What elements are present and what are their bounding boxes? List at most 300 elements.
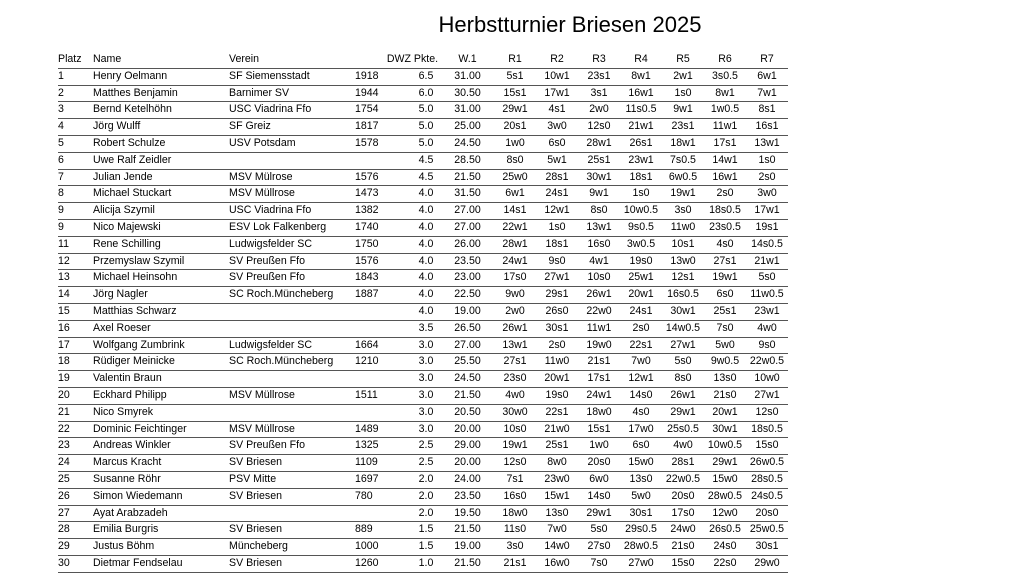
cell-platz: 27 — [58, 505, 93, 522]
cell-dwz: 1325 — [355, 438, 411, 455]
cell-r5: 24w0 — [662, 522, 704, 539]
cell-r4: 20w1 — [620, 287, 662, 304]
cell-verein: MSV Mülrose — [229, 169, 355, 186]
cell-r5: 10s1 — [662, 236, 704, 253]
cell-w1: 21.50 — [441, 169, 494, 186]
cell-r6: 10w0.5 — [704, 438, 746, 455]
cell-r4: 7w0 — [620, 354, 662, 371]
table-row — [58, 387, 788, 404]
table-row — [58, 404, 788, 421]
cell-pkte: 5.0 — [411, 102, 441, 119]
cell-r3: 29w1 — [578, 505, 620, 522]
cell-name: Uwe Ralf Zeidler — [93, 152, 229, 169]
cell-pkte: 2.5 — [411, 455, 441, 472]
cell-r4: 14s0 — [620, 387, 662, 404]
cell-dwz: 1382 — [355, 203, 411, 220]
cell-platz: 22 — [58, 421, 93, 438]
cell-r5: 2w1 — [662, 68, 704, 85]
cell-r7: 22w0.5 — [746, 354, 788, 371]
cell-r7: 19s1 — [746, 219, 788, 236]
cell-w1: 21.50 — [441, 522, 494, 539]
cell-dwz: 780 — [355, 488, 411, 505]
cell-r5: 18w1 — [662, 135, 704, 152]
cell-r2: 11w0 — [536, 354, 578, 371]
cell-r7: 16s1 — [746, 119, 788, 136]
cell-w1: 21.50 — [441, 555, 494, 572]
cell-dwz — [355, 371, 411, 388]
cell-r1: 12s0 — [494, 455, 536, 472]
cell-r1: 18w0 — [494, 505, 536, 522]
cell-verein: USC Viadrina Ffo — [229, 102, 355, 119]
cell-r6: 8w1 — [704, 85, 746, 102]
column-header-platz: Platz — [58, 52, 93, 68]
cell-r7: 2s0 — [746, 169, 788, 186]
cell-name: Przemyslaw Szymil — [93, 253, 229, 270]
cell-verein: SV Briesen — [229, 488, 355, 505]
cell-pkte: 4.0 — [411, 270, 441, 287]
cell-verein: MSV Müllrose — [229, 186, 355, 203]
cell-verein — [229, 303, 355, 320]
header-row — [58, 52, 788, 68]
cell-platz: 28 — [58, 522, 93, 539]
column-header-verein: Verein — [229, 52, 355, 68]
cell-r1: 23s0 — [494, 371, 536, 388]
cell-r4: 8w1 — [620, 68, 662, 85]
cell-w1: 27.00 — [441, 337, 494, 354]
cell-verein — [229, 152, 355, 169]
cell-r6: 3s0.5 — [704, 68, 746, 85]
cell-platz: 1 — [58, 68, 93, 85]
cell-pkte: 2.0 — [411, 505, 441, 522]
cell-r4: 16w1 — [620, 85, 662, 102]
cell-w1: 20.50 — [441, 404, 494, 421]
cell-dwz: 1740 — [355, 219, 411, 236]
cell-r5: 12s1 — [662, 270, 704, 287]
cell-name: Axel Roeser — [93, 320, 229, 337]
cell-r1: 11s0 — [494, 522, 536, 539]
cell-r3: 19w0 — [578, 337, 620, 354]
cell-verein: USC Viadrina Ffo — [229, 203, 355, 220]
cell-platz: 7 — [58, 169, 93, 186]
cell-r2: 19s0 — [536, 387, 578, 404]
cell-r3: 1w0 — [578, 438, 620, 455]
cell-r6: 14w1 — [704, 152, 746, 169]
cell-r6: 11w1 — [704, 119, 746, 136]
cell-r6: 22s0 — [704, 555, 746, 572]
cell-platz: 13 — [58, 270, 93, 287]
cell-verein: SV Briesen — [229, 522, 355, 539]
cell-r1: 27s1 — [494, 354, 536, 371]
cell-r7: 7w1 — [746, 85, 788, 102]
cell-r6: 27s1 — [704, 253, 746, 270]
cell-verein: Ludwigsfelder SC — [229, 236, 355, 253]
cell-platz: 21 — [58, 404, 93, 421]
cell-r7: 4w0 — [746, 320, 788, 337]
cell-verein: Ludwigsfelder SC — [229, 337, 355, 354]
cell-r6: 25s1 — [704, 303, 746, 320]
cell-r5: 11w0 — [662, 219, 704, 236]
cell-dwz: 1260 — [355, 555, 411, 572]
cell-pkte: 5.0 — [411, 135, 441, 152]
cell-r7: 6w1 — [746, 68, 788, 85]
column-header-w1: W.1 — [441, 52, 494, 68]
cell-w1: 28.50 — [441, 152, 494, 169]
cell-r3: 28w1 — [578, 135, 620, 152]
cell-r2: 25s1 — [536, 438, 578, 455]
cell-r6: 9w0.5 — [704, 354, 746, 371]
cell-pkte: 4.0 — [411, 303, 441, 320]
cell-r2: 10w1 — [536, 68, 578, 85]
cell-r4: 12w1 — [620, 371, 662, 388]
cell-r2: 3w0 — [536, 119, 578, 136]
cell-dwz: 1576 — [355, 169, 411, 186]
cell-r7: 5s0 — [746, 270, 788, 287]
cell-r2: 24s1 — [536, 186, 578, 203]
table-row — [58, 555, 788, 572]
cell-r1: 14s1 — [494, 203, 536, 220]
cell-verein: MSV Müllrose — [229, 421, 355, 438]
cell-r4: 23w1 — [620, 152, 662, 169]
cell-r6: 5w0 — [704, 337, 746, 354]
cell-w1: 31.00 — [441, 68, 494, 85]
cell-platz: 12 — [58, 253, 93, 270]
cell-r4: 3w0.5 — [620, 236, 662, 253]
cell-r1: 1w0 — [494, 135, 536, 152]
cell-r1: 10s0 — [494, 421, 536, 438]
cell-w1: 19.00 — [441, 539, 494, 556]
cell-verein: ESV Lok Falkenberg — [229, 219, 355, 236]
cell-name: Henry Oelmann — [93, 68, 229, 85]
cell-r5: 16s0.5 — [662, 287, 704, 304]
table-row — [58, 169, 788, 186]
cell-platz: 8 — [58, 186, 93, 203]
cell-r4: 1s0 — [620, 186, 662, 203]
cell-platz: 24 — [58, 455, 93, 472]
cell-r6: 29w1 — [704, 455, 746, 472]
cell-name: Matthias Schwarz — [93, 303, 229, 320]
table-row — [58, 135, 788, 152]
cell-r3: 18w0 — [578, 404, 620, 421]
cell-r3: 8s0 — [578, 203, 620, 220]
cell-name: Dietmar Fendselau — [93, 555, 229, 572]
cell-r2: 21w0 — [536, 421, 578, 438]
cell-verein: USV Potsdam — [229, 135, 355, 152]
cell-dwz: 1473 — [355, 186, 411, 203]
cell-r4: 10w0.5 — [620, 203, 662, 220]
cell-name: Dominic Feichtinger — [93, 421, 229, 438]
cell-platz: 26 — [58, 488, 93, 505]
cell-r7: 28s0.5 — [746, 471, 788, 488]
cell-r3: 17s1 — [578, 371, 620, 388]
cell-r2: 13s0 — [536, 505, 578, 522]
cell-w1: 29.00 — [441, 438, 494, 455]
cell-pkte: 1.5 — [411, 539, 441, 556]
cell-name: Emilia Burgris — [93, 522, 229, 539]
standings-table — [58, 52, 788, 573]
cell-verein: SV Preußen Ffo — [229, 270, 355, 287]
cell-pkte: 4.0 — [411, 186, 441, 203]
cell-r2: 20w1 — [536, 371, 578, 388]
cell-r3: 6w0 — [578, 471, 620, 488]
cell-dwz: 1000 — [355, 539, 411, 556]
cell-r4: 19s0 — [620, 253, 662, 270]
cell-dwz: 1576 — [355, 253, 411, 270]
cell-r3: 14s0 — [578, 488, 620, 505]
cell-r2: 8w0 — [536, 455, 578, 472]
cell-pkte: 3.0 — [411, 354, 441, 371]
cell-r7: 20s0 — [746, 505, 788, 522]
cell-pkte: 4.0 — [411, 236, 441, 253]
cell-dwz: 1887 — [355, 287, 411, 304]
cell-r7: 1s0 — [746, 152, 788, 169]
cell-r3: 21s1 — [578, 354, 620, 371]
cell-r4: 25w1 — [620, 270, 662, 287]
table-row — [58, 438, 788, 455]
cell-r2: 12w1 — [536, 203, 578, 220]
cell-w1: 24.50 — [441, 135, 494, 152]
cell-r1: 29w1 — [494, 102, 536, 119]
cell-w1: 27.00 — [441, 203, 494, 220]
cell-r2: 6s0 — [536, 135, 578, 152]
cell-r3: 15s1 — [578, 421, 620, 438]
cell-dwz — [355, 404, 411, 421]
column-header-r1: R1 — [494, 52, 536, 68]
cell-pkte: 6.0 — [411, 85, 441, 102]
table-row — [58, 539, 788, 556]
cell-r6: 15w0 — [704, 471, 746, 488]
cell-r4: 27w0 — [620, 555, 662, 572]
table-row — [58, 236, 788, 253]
cell-dwz: 889 — [355, 522, 411, 539]
cell-r3: 2w0 — [578, 102, 620, 119]
cell-dwz: 1109 — [355, 455, 411, 472]
cell-r7: 12s0 — [746, 404, 788, 421]
cell-dwz: 1754 — [355, 102, 411, 119]
cell-platz: 11 — [58, 236, 93, 253]
cell-platz: 25 — [58, 471, 93, 488]
cell-r7: 13w1 — [746, 135, 788, 152]
table-row — [58, 219, 788, 236]
cell-pkte: 5.0 — [411, 119, 441, 136]
cell-r7: 30s1 — [746, 539, 788, 556]
cell-r5: 26w1 — [662, 387, 704, 404]
table-row — [58, 354, 788, 371]
cell-dwz — [355, 303, 411, 320]
cell-r7: 29w0 — [746, 555, 788, 572]
cell-r4: 4s0 — [620, 404, 662, 421]
cell-r6: 7s0 — [704, 320, 746, 337]
cell-pkte: 1.0 — [411, 555, 441, 572]
cell-pkte: 4.0 — [411, 253, 441, 270]
table-row — [58, 488, 788, 505]
cell-r5: 27w1 — [662, 337, 704, 354]
cell-verein: SF Greiz — [229, 119, 355, 136]
cell-r6: 19w1 — [704, 270, 746, 287]
cell-r4: 2s0 — [620, 320, 662, 337]
cell-w1: 24.50 — [441, 371, 494, 388]
cell-w1: 25.50 — [441, 354, 494, 371]
cell-platz: 19 — [58, 371, 93, 388]
cell-r5: 20s0 — [662, 488, 704, 505]
cell-r2: 26s0 — [536, 303, 578, 320]
cell-w1: 20.00 — [441, 455, 494, 472]
cell-r7: 25w0.5 — [746, 522, 788, 539]
cell-w1: 19.50 — [441, 505, 494, 522]
cell-platz: 23 — [58, 438, 93, 455]
cell-r1: 2w0 — [494, 303, 536, 320]
cell-pkte: 4.0 — [411, 287, 441, 304]
cell-name: Ayat Arabzadeh — [93, 505, 229, 522]
cell-r5: 13w0 — [662, 253, 704, 270]
cell-platz: 16 — [58, 320, 93, 337]
cell-r6: 17s1 — [704, 135, 746, 152]
cell-r7: 8s1 — [746, 102, 788, 119]
cell-r2: 2s0 — [536, 337, 578, 354]
cell-r4: 9s0.5 — [620, 219, 662, 236]
cell-r5: 17s0 — [662, 505, 704, 522]
cell-r4: 13s0 — [620, 471, 662, 488]
cell-name: Nico Smyrek — [93, 404, 229, 421]
cell-r5: 30w1 — [662, 303, 704, 320]
cell-pkte: 2.0 — [411, 488, 441, 505]
cell-r2: 28s1 — [536, 169, 578, 186]
table-row — [58, 85, 788, 102]
cell-platz: 3 — [58, 102, 93, 119]
cell-r3: 22w0 — [578, 303, 620, 320]
table-row — [58, 455, 788, 472]
cell-verein: SV Briesen — [229, 455, 355, 472]
cell-r3: 5s0 — [578, 522, 620, 539]
cell-verein: SV Briesen — [229, 555, 355, 572]
cell-w1: 23.50 — [441, 488, 494, 505]
cell-r7: 15s0 — [746, 438, 788, 455]
cell-platz: 17 — [58, 337, 93, 354]
table-row — [58, 186, 788, 203]
cell-r3: 9w1 — [578, 186, 620, 203]
cell-r4: 17w0 — [620, 421, 662, 438]
cell-r2: 15w1 — [536, 488, 578, 505]
cell-dwz: 1664 — [355, 337, 411, 354]
cell-r2: 27w1 — [536, 270, 578, 287]
cell-r3: 16s0 — [578, 236, 620, 253]
cell-dwz: 1210 — [355, 354, 411, 371]
cell-name: Susanne Röhr — [93, 471, 229, 488]
cell-verein — [229, 371, 355, 388]
cell-w1: 21.50 — [441, 387, 494, 404]
cell-name: Rüdiger Meinicke — [93, 354, 229, 371]
cell-r6: 20w1 — [704, 404, 746, 421]
cell-r7: 27w1 — [746, 387, 788, 404]
cell-r1: 21s1 — [494, 555, 536, 572]
cell-platz: 9 — [58, 219, 93, 236]
column-header-r7: R7 — [746, 52, 788, 68]
cell-w1: 22.50 — [441, 287, 494, 304]
cell-r5: 21s0 — [662, 539, 704, 556]
cell-verein — [229, 320, 355, 337]
cell-r3: 10s0 — [578, 270, 620, 287]
cell-r4: 15w0 — [620, 455, 662, 472]
cell-r4: 29s0.5 — [620, 522, 662, 539]
cell-dwz — [355, 320, 411, 337]
table-row — [58, 102, 788, 119]
cell-verein — [229, 505, 355, 522]
cell-dwz — [355, 505, 411, 522]
column-header-r3: R3 — [578, 52, 620, 68]
cell-platz: 14 — [58, 287, 93, 304]
cell-pkte: 4.5 — [411, 152, 441, 169]
cell-dwz: 1817 — [355, 119, 411, 136]
cell-r2: 1s0 — [536, 219, 578, 236]
cell-pkte: 1.5 — [411, 522, 441, 539]
cell-r3: 26w1 — [578, 287, 620, 304]
cell-name: Justus Böhm — [93, 539, 229, 556]
cell-dwz: 1578 — [355, 135, 411, 152]
cell-pkte: 3.0 — [411, 337, 441, 354]
cell-name: Rene Schilling — [93, 236, 229, 253]
cell-r5: 25s0.5 — [662, 421, 704, 438]
cell-platz: 5 — [58, 135, 93, 152]
cell-r7: 24s0.5 — [746, 488, 788, 505]
cell-r2: 30s1 — [536, 320, 578, 337]
cell-w1: 26.00 — [441, 236, 494, 253]
cell-r5: 1s0 — [662, 85, 704, 102]
table-row — [58, 421, 788, 438]
cell-r7: 11w0.5 — [746, 287, 788, 304]
cell-name: Andreas Winkler — [93, 438, 229, 455]
cell-dwz: 1697 — [355, 471, 411, 488]
table-row — [58, 287, 788, 304]
cell-r1: 19w1 — [494, 438, 536, 455]
cell-w1: 25.00 — [441, 119, 494, 136]
cell-r7: 9s0 — [746, 337, 788, 354]
cell-r3: 24w1 — [578, 387, 620, 404]
cell-r6: 2s0 — [704, 186, 746, 203]
cell-r2: 22s1 — [536, 404, 578, 421]
cell-r4: 30s1 — [620, 505, 662, 522]
cell-pkte: 3.0 — [411, 421, 441, 438]
cell-pkte: 3.0 — [411, 387, 441, 404]
cell-r1: 6w1 — [494, 186, 536, 203]
cell-r5: 6w0.5 — [662, 169, 704, 186]
cell-r2: 23w0 — [536, 471, 578, 488]
cell-r7: 21w1 — [746, 253, 788, 270]
cell-r3: 7s0 — [578, 555, 620, 572]
cell-r1: 3s0 — [494, 539, 536, 556]
cell-dwz: 1918 — [355, 68, 411, 85]
cell-r3: 3s1 — [578, 85, 620, 102]
cell-r1: 26w1 — [494, 320, 536, 337]
cell-r5: 28s1 — [662, 455, 704, 472]
cell-w1: 26.50 — [441, 320, 494, 337]
cell-r1: 15s1 — [494, 85, 536, 102]
cell-r4: 21w1 — [620, 119, 662, 136]
cell-pkte: 2.5 — [411, 438, 441, 455]
cell-pkte: 4.0 — [411, 203, 441, 220]
cell-pkte: 3.5 — [411, 320, 441, 337]
cell-name: Michael Stuckart — [93, 186, 229, 203]
cell-r6: 16w1 — [704, 169, 746, 186]
cell-r5: 4w0 — [662, 438, 704, 455]
table-row — [58, 371, 788, 388]
cell-w1: 23.00 — [441, 270, 494, 287]
cell-name: Jörg Wulff — [93, 119, 229, 136]
column-header-r2: R2 — [536, 52, 578, 68]
table-row — [58, 253, 788, 270]
cell-platz: 15 — [58, 303, 93, 320]
cell-r5: 8s0 — [662, 371, 704, 388]
cell-w1: 31.50 — [441, 186, 494, 203]
table-row — [58, 320, 788, 337]
